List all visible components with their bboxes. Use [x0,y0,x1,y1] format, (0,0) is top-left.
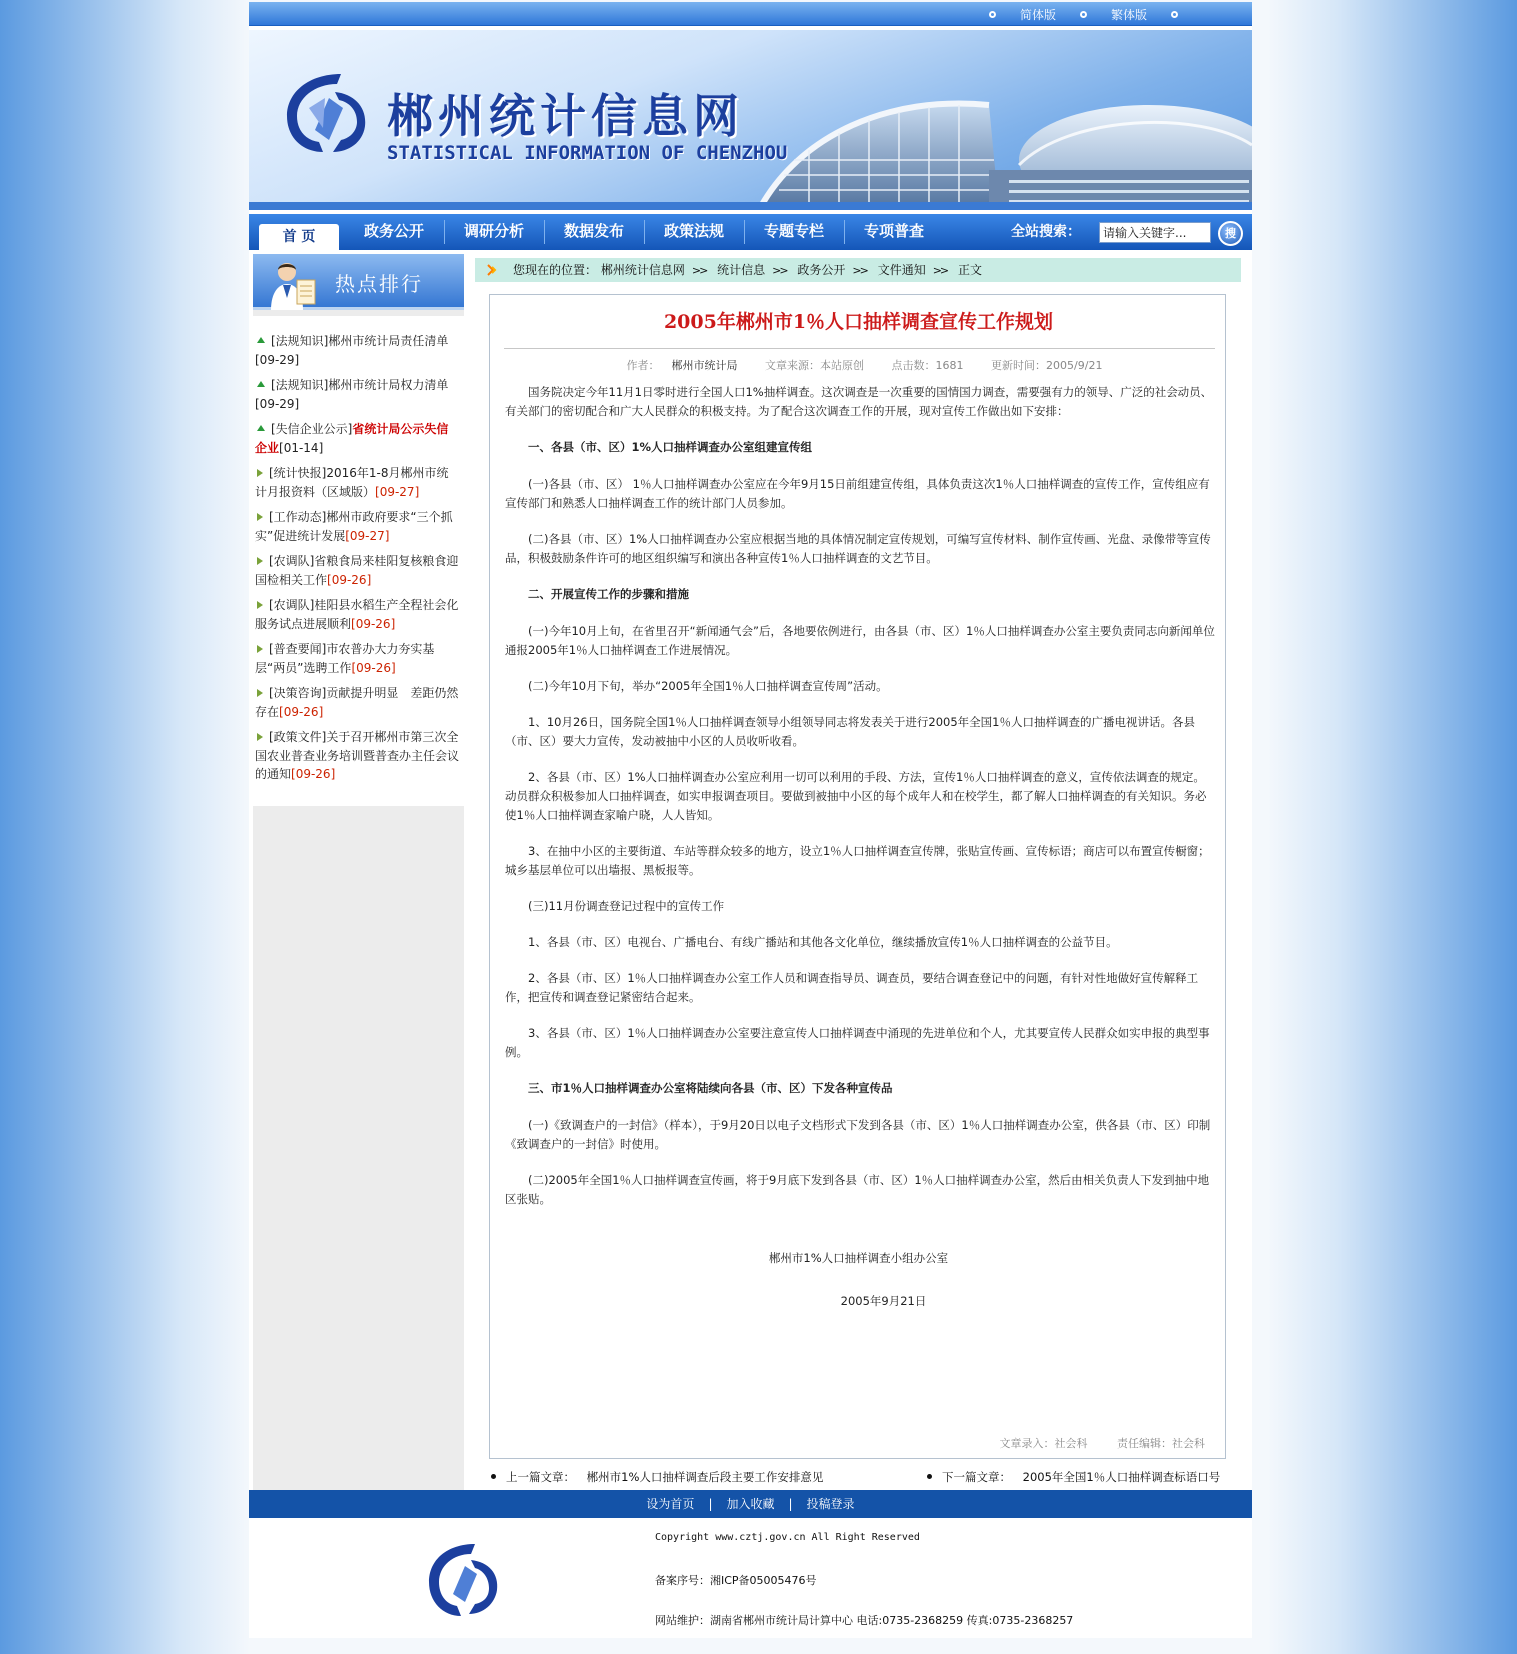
bullet-icon [989,11,996,18]
hot-item-date: [09-27] [345,528,390,543]
hot-list-item[interactable] [255,464,460,501]
breadcrumb-lead: 您现在的位置： [513,263,598,277]
article-paragraph: (二)各县（市、区）1%人口抽样调查办公室应根据当地的具体情况制定宣传规划，可编写宣传材料、制作宣传画、光盘、录像带等宣传品，积极鼓励条件许可的地区组织编写和演出各种宣传1％人口抽样调查的文艺节目。 [505,532,1211,565]
footer-info [655,1532,1073,1652]
hot-item-title: [普查要闻]市农普办大力夯实基层“两员”选聘工作 [255,642,435,675]
footer-maintain: 网站维护：湖南省郴州市统计局计算中心 电话:0735-2368259 传真:0735-2368257 [655,1614,1074,1627]
article-heading: 一、各县（市、区）1%人口抽样调查办公室组建宣传组 [528,440,813,454]
hot-list-item[interactable] [255,728,460,784]
arrow-up-icon [257,425,265,431]
arrow-right-icon [257,645,263,653]
breadcrumb-separator-icon: >> [691,264,707,277]
search-input[interactable] [1099,222,1211,243]
hot-list-item[interactable] [255,420,460,457]
article-meta [490,357,1227,373]
article-body [505,383,1215,1226]
language-links [965,6,1202,23]
hot-item-title: [失信企业公示] [271,422,353,436]
left-sidebar [253,254,464,1490]
breadcrumb-item-home[interactable]: 郴州统计信息网 [600,263,685,277]
next-article-link[interactable]: 2005年全国1％人口抽样调查标语口号 [1022,1470,1221,1484]
main-nav [249,214,1252,250]
author-name: 郴州市统计局 [671,359,738,372]
hot-item-title: [工作动态]郴州市政府要求“三个抓实”促进统计发展 [255,510,453,543]
sign-date: 2005年9月21日 [840,1294,927,1308]
arrow-right-icon [257,513,263,521]
breadcrumb-item-current: 正文 [957,263,982,277]
footer-links-bar [249,1490,1252,1518]
hot-list-item[interactable] [255,508,460,545]
hot-item-date: [09-26] [351,660,396,675]
arrow-up-icon [257,337,265,343]
breadcrumb-arrow-icon [487,264,497,276]
bullet-icon [1080,11,1087,18]
hot-item-title: [决策咨询]贡献提升明显 差距仍然存在 [255,686,459,719]
breadcrumb-item-stats[interactable]: 统计信息 [717,263,766,277]
breadcrumb [475,258,1241,282]
site-banner [249,30,1252,210]
article-paragraph: (三)11月份调查登记过程中的宣传工作 [528,899,725,913]
hot-item-date: [01-14] [279,440,324,455]
hot-item-date: [09-27] [375,484,420,499]
article-paragraph: (一)《致调查户的一封信》（样本），于9月20日以电子文档形式下发到各县（市、区）1％人口抽样调查办公室，供各县（市、区）印制《致调查户的一封信》时使用。 [505,1118,1211,1151]
article-source: 文章来源：本站原创 [765,359,865,372]
next-article [927,1469,1220,1485]
site-title-en: STATISTICAL INFORMATION OF CHENZHOU [387,142,788,164]
nav-separator [844,220,845,244]
add-favorite-link[interactable]: 加入收藏 [726,1497,775,1511]
site-logo-icon [279,68,379,156]
hot-item-date: [09-29] [255,352,300,367]
nav-tab-data[interactable]: 数据发布 [563,222,624,240]
article-heading: 二、开展宣传工作的步骤和措施 [528,587,689,601]
set-homepage-link[interactable]: 设为首页 [646,1497,695,1511]
arrow-up-icon [257,381,265,387]
article-paragraph: (二)2005年全国1％人口抽样调查宣传画，将于9月底下发到各县（市、区）1％人口抽样调查办公室，然后由相关负责人下发到抽中地区张贴。 [505,1173,1210,1206]
hot-list-item[interactable] [255,376,460,413]
arrow-right-icon [257,557,263,565]
article-paragraph: 1、各县（市、区）电视台、广播电台、有线广播站和其他各文化单位，继续播放宣传1％人口抽样调查的公益节目。 [528,935,1118,949]
hot-ranking-title: 热点排行 [335,272,423,296]
prev-label: 上一篇文章： [506,1470,575,1484]
article-box [489,294,1226,1459]
top-bar [249,2,1252,26]
hot-item-title: [政策文件]关于召开郴州市第三次全国农业普查业务培训暨普查办主任会议的通知 [255,730,460,781]
arrow-right-icon [257,689,263,697]
nav-separator [644,220,645,244]
breadcrumb-text [513,258,982,283]
hot-list-item[interactable] [255,684,460,721]
bullet-icon [491,1474,496,1479]
article-paragraph: 1、10月26日，国务院全国1％人口抽样调查领导小组领导同志将发表关于进行2005年全国1％人口抽样调查的广播电视讲话。各县（市、区）要大力宣传，发动被抽中小区的人员收听收看。 [505,715,1195,748]
author-label: 作者： [626,359,660,372]
hot-item-date: [09-29] [255,396,300,411]
hot-item-title: [法规知识]郴州市统计局责任清单 [271,334,449,348]
title-divider [504,348,1215,349]
nav-tab-policy[interactable]: 政策法规 [663,222,724,240]
breadcrumb-separator-icon: >> [932,264,948,277]
article-author [615,359,738,372]
article-paragraph: (二)今年10月下旬，举办“2005年全国1％人口抽样调查宣传周”活动。 [528,679,888,693]
person-icon [267,258,319,310]
nav-separator [444,220,445,244]
hot-list-item[interactable] [255,552,460,589]
nav-separator [544,220,545,244]
nav-tab-home[interactable]: 首 页 [259,224,339,250]
bullet-icon [1171,11,1178,18]
arrow-right-icon [257,733,263,741]
hot-list-item[interactable] [255,596,460,633]
stadium-illustration-icon [739,75,1252,210]
article-paragraph: (一)各县（市、区） 1％人口抽样调查办公室应在今年9月15日前组建宣传组，具体负责这次1％人口抽样调查的宣传工作，宣传组应有宣传部门和熟悉人口抽样调查工作的统计部门人员参加。 [505,477,1210,510]
footer-logo-icon [423,1538,507,1622]
hot-item-title: [农调队]省粮食局来桂阳复核粮食迎国检相关工作 [255,554,459,587]
article-paragraph: (一)今年10月上旬，在省里召开“新闻通气会”后，各地要依例进行，由各县（市、区）1％人口抽样调查办公室主要负责同志向新闻单位通报2005年1％人口抽样调查工作进展情况。 [505,624,1215,657]
arrow-right-icon [257,469,263,477]
site-title-cn: 郴州统计信息网 [387,89,744,143]
hot-item-date: [09-26] [327,572,372,587]
article-foot [974,1435,1206,1451]
sign-org: 郴州市1%人口抽样调查小组办公室 [768,1251,949,1265]
hot-item-title: [农调队]桂阳县水稻生产全程社会化服务试点进展顺利 [255,598,459,631]
prev-article-link[interactable]: 郴州市1%人口抽样调查后段主要工作安排意见 [586,1470,824,1484]
nav-tab-research[interactable]: 调研分析 [463,222,524,240]
hot-item-date: [09-26] [351,616,396,631]
article-title: 2005年郴州市1％人口抽样调查宣传工作规划 [663,311,1054,333]
prev-next-links [475,1465,1241,1487]
bullet-icon [927,1474,932,1479]
nav-tab-affairs[interactable]: 政务公开 [363,222,424,240]
search-label: 全站搜索： [1011,224,1081,240]
next-label: 下一篇文章： [942,1470,1011,1484]
hot-list-item[interactable] [255,640,460,677]
hot-ranking-header [253,254,464,310]
footer-separator: | [788,1497,793,1511]
traditional-link[interactable]: 繁体版 [1110,8,1147,22]
breadcrumb-separator-icon: >> [852,264,867,277]
submit-login-link[interactable]: 投稿登录 [806,1497,855,1511]
article-entry: 文章录入：社会科 [999,1437,1088,1450]
article-paragraph: 国务院决定今年11月1日零时进行全国人口1%抽样调查。这次调查是一次重要的国情国力调查，需要强有力的领导、广泛的社会动员、有关部门的密切配合和广大人民群众的积极支持。为了配合这次调查工作的开展，现对宣传工作做出如下安排： [505,385,1213,418]
article-paragraph: 3、各县（市、区）1％人口抽样调查办公室要注意宣传人口抽样调查中涌现的先进单位和个人，尤其要宣传人民群众如实申报的典型事例。 [505,1026,1210,1059]
article-heading: 三、市1％人口抽样调查办公室将陆续向各县（市、区）下发各种宣传品 [528,1081,893,1095]
nav-tab-special[interactable]: 专题专栏 [763,222,824,240]
hot-item-highlight: 省统计局公示失信企业 [255,422,449,455]
hot-item-date: [09-26] [291,767,336,781]
search-button[interactable]: 搜 [1218,221,1243,246]
article-paragraph: 3、在抽中小区的主要街道、车站等群众较多的地方，设立1％人口抽样调查宣传牌，张贴宣传画、宣传标语；商店可以布置宣传橱窗；城乡基层单位可以出墙报、黑板报等。 [505,844,1210,877]
footer-separator: | [708,1497,713,1511]
article-updated: 更新时间：2005/9/21 [991,359,1103,372]
footer-copyright: Copyright www.cztj.gov.cn All Right Reserved [655,1532,920,1543]
page-container [249,2,1252,1638]
simplified-link[interactable]: 简体版 [1019,8,1056,22]
article-clicks: 点击数：1681 [891,359,964,372]
footer-icp: 备案序号：湘ICP备05005476号 [655,1574,817,1587]
nav-tab-census[interactable]: 专项普查 [863,222,924,240]
breadcrumb-item-notices[interactable]: 文件通知 [877,263,926,277]
hot-ranking-list [253,316,464,806]
hot-item-date: [09-26] [279,704,324,719]
hot-item-title: [法规知识]郴州市统计局权力清单 [271,378,449,392]
breadcrumb-item-affairs[interactable]: 政务公开 [797,263,846,277]
banner-strip [249,202,1252,210]
hot-item-title: [统计快报]2016年1-8月郴州市统计月报资料（区域版） [255,466,449,499]
site-footer [249,1518,1252,1638]
breadcrumb-separator-icon: >> [772,264,787,277]
article-editor: 责任编辑：社会科 [1117,1437,1205,1450]
article-paragraph: 2、各县（市、区）1%人口抽样调查办公室应利用一切可以利用的手段、方法，宣传1％人口抽样调查的意义，宣传依法调查的规定。动员群众积极参加人口抽样调查，如实申报调查项目。要做到被抽中小区的每个成年人和在校学生，都了解人口抽样调查的有关知识。务必使1％人口抽样调查家喻户晓，人人皆知。 [505,770,1207,822]
article-paragraph: 2、各县（市、区）1％人口抽样调查办公室工作人员和调查指导员、调查员，要结合调查登记中的问题，有针对性地做好宣传解释工作，把宣传和调查登记紧密结合起来。 [505,971,1199,1004]
nav-separator [744,220,745,244]
hot-list-item[interactable] [255,332,460,369]
prev-article [491,1469,823,1485]
arrow-right-icon [257,601,263,609]
